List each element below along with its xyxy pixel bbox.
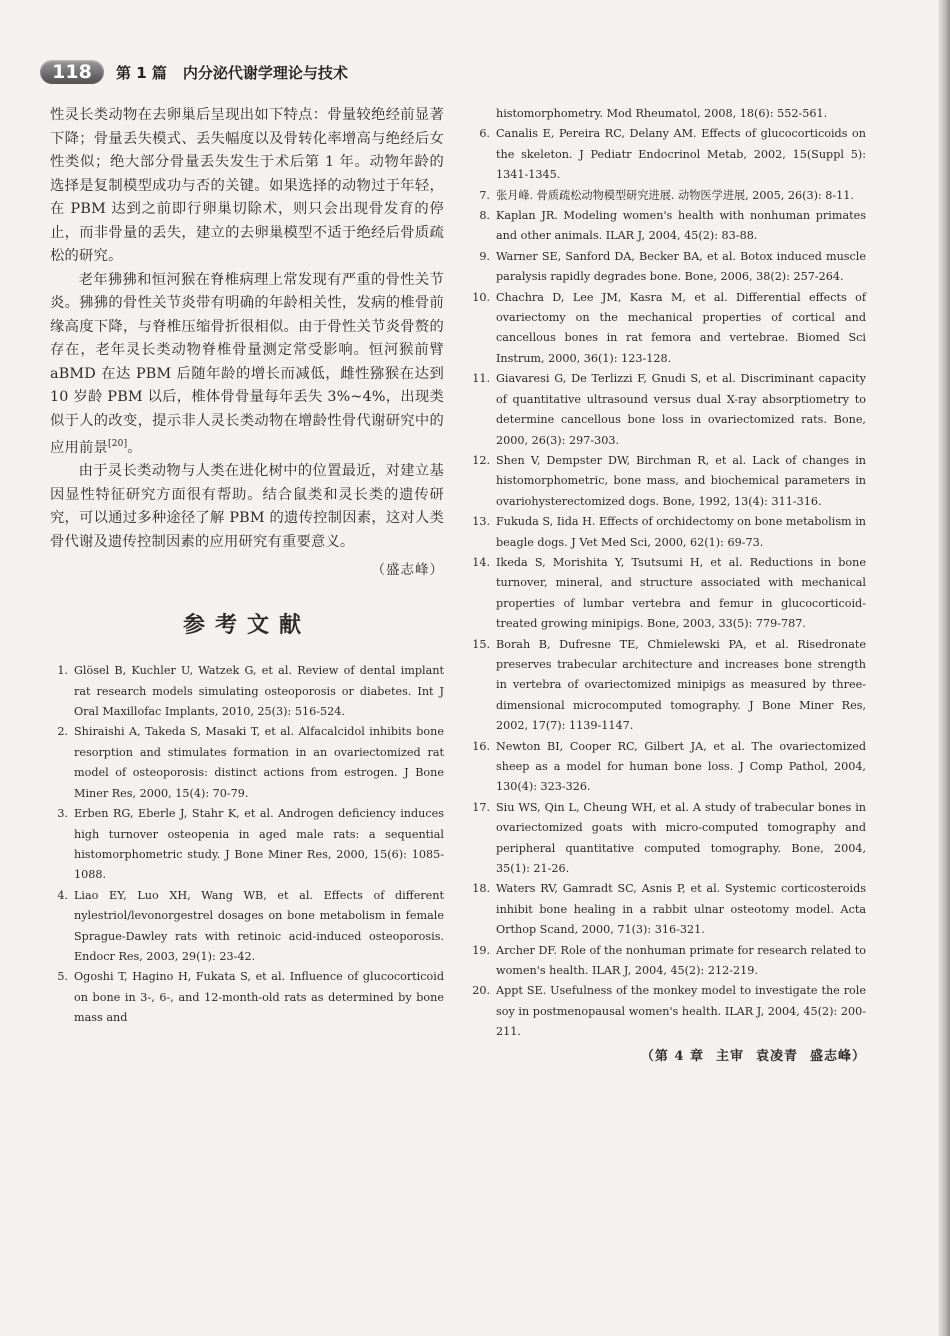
reference-text: Newton BI, Cooper RC, Gilbert JA, et al. The ovariectomized sheep as a model for human bone loss. J Comp Pathol, 2004, 130(4): 323-326. [496, 739, 866, 794]
reference-item [50, 886, 444, 968]
reference-item [468, 288, 866, 370]
reference-item [468, 879, 866, 940]
reference-text: Erben RG, Eberle J, Stahr K, et al. Androgen deficiency induces high turnover osteopenia in aged male rats: a sequential histomorphometric study. J Bone Miner Res, 2000, 15(6): 1085-1088. [74, 807, 444, 882]
reference-number: 20. [472, 984, 490, 998]
reference-item [50, 804, 444, 886]
reference-text: Borah B, Dufresne TE, Chmielewski PA, et al. Risedronate preserves trabecular architecture and increases bone strength in vertebra of ovariectomized minipigs as measured by three-dimensional microcomputed tomography. J Bone Miner Res, 2002, 17(7): 1139-1147. [496, 637, 866, 733]
chapter-label: （第 4 章 [640, 1048, 704, 1064]
references-list-left [50, 661, 444, 1028]
part-label: 第 1 篇 [116, 63, 167, 82]
reference-text: 张月峰. 骨质疏松动物模型研究进展. 动物医学进展, 2005, 26(3): 8-11. [496, 188, 854, 202]
reference-number: 9. [479, 249, 490, 263]
reference-item [468, 981, 866, 1042]
reference-number: 13. [472, 515, 490, 529]
reference-text: Shen V, Dempster DW, Birchman R, et al. Lack of changes in histomorphometric, bone mass, and biochemical parameters in ovariohysterectomized dogs. Bone, 1992, 13(4): 311-316. [496, 453, 866, 508]
body-paragraph-2-end: 。 [127, 439, 142, 456]
body-paragraph-2-text: 老年狒狒和恒河猴在脊椎病理上常发现有严重的骨性关节炎。狒狒的骨性关节炎带有明确的年龄相关性，发病的椎骨前缘高度下降，与脊椎压缩骨折很相似。由于骨性关节炎骨赘的存在，老年灵长类动物脊椎骨量测定常受影响。恒河猴前臂 aBMD 在达 PBM 后随年龄的增长而减低，雌性猕猴在达到 10 岁龄 PBM 以后，椎体骨骨量每年丢失 3%~4%，出现类似于人的改变，提示非人灵长类动物在增龄性骨代谢研究中的应用前景 [50, 271, 444, 456]
reference-number: 6. [479, 127, 490, 141]
reference-number: 7. [479, 188, 490, 202]
reference-item [468, 247, 866, 288]
reference-text: Kaplan JR. Modeling women's health with nonhuman primates and other animals. ILAR J, 2004, 45(2): 83-88. [496, 209, 866, 243]
reviewer-role: 主审 [715, 1048, 744, 1064]
reference-text: Ikeda S, Morishita Y, Tsutsumi H, et al. Reductions in bone turnover, mineral, and structure associated with mechanical properties of lumbar vertebra and femur in glucocorticoid-treated growing minipigs. Bone, 2003, 33(5): 779-787. [496, 555, 866, 631]
reference-text: Glösel B, Kuchler U, Watzek G, et al. Review of dental implant rat research models simulating osteoporosis or diabetes. Int J Oral Maxillofac Implants, 2010, 25(3): 516-524. [74, 664, 444, 719]
reference-item [468, 635, 866, 737]
page-number-badge: 118 [40, 60, 104, 84]
reference-item [468, 206, 866, 247]
reference-number: 5. [57, 970, 68, 984]
reference-item [50, 661, 444, 722]
citation-20: [20] [108, 439, 128, 449]
reference-item [468, 451, 866, 512]
reference-text: Archer DF. Role of the nonhuman primate for research related to women's health. ILAR J, 2004, 45(2): 212-219. [496, 943, 866, 978]
reference-text: Ogoshi T, Hagino H, Fukata S, et al. Influence of glucocorticoid on bone in 3-, 6-, and 12-month-old rats as determined by bone mass and [74, 970, 444, 1025]
reference-number: 11. [472, 372, 490, 386]
body-paragraph-3: 由于灵长类动物与人类在进化树中的位置最近，对建立基因显性特征研究方面很有帮助。结合鼠类和灵长类的遗传研究，可以通过多种途径了解 PBM 的遗传控制因素，这对人类骨代谢及遗传控制因素的应用研究有重要意义。 [50, 463, 444, 550]
reference-number: 1. [57, 664, 68, 678]
reference-item [50, 967, 444, 1028]
reference-number: 12. [472, 453, 490, 467]
reference-text: Liao EY, Luo XH, Wang WB, et al. Effects of different nylestriol/levonorgestrel dosages on bone metabolism in female Sprague-Dawley rats with retinoic acid-induced osteoporosis. Endocr Res, 2003, 29(1): 23-42. [74, 888, 444, 963]
left-column [50, 104, 444, 1029]
right-column [468, 104, 866, 1064]
page-edge-shadow [938, 0, 950, 1336]
reference-number: 2. [57, 725, 68, 739]
reference-text: Shiraishi A, Takeda S, Masaki T, et al. Alfacalcidol inhibits bone resorption and stimulates formation in an ovariectomized rat model of osteoporosis: distinct actions from estrogen. J Bone Miner Res, 2000, 15(4): 70-79. [74, 725, 444, 800]
references-heading: 参考文献 [182, 613, 311, 639]
reference-number: 18. [472, 882, 490, 896]
reference-number: 15. [472, 637, 490, 651]
reference-item [468, 553, 866, 635]
reviewer-2: 盛志峰） [809, 1048, 866, 1064]
reference-text: Giavaresi G, De Terlizzi F, Gnudi S, et al. Discriminant capacity of quantitative ultrasound versus dual X-ray absorptiometry to determine cancellous bone loss in ovariectomized rats. Bone, 2000, 26(3): 297-303. [496, 372, 866, 447]
reference-text: Chachra D, Lee JM, Kasra M, et al. Differential effects of ovariectomy on the mechanical properties of cortical and cancellous bones in rat femora and vertebrae. Biomed Sci Instrum, 2000, 36(1): 123-128. [496, 290, 866, 365]
reference-text: Warner SE, Sanford DA, Becker BA, et al. Botox induced muscle paralysis rapidly degrades bone. Bone, 2006, 38(2): 257-264. [496, 249, 866, 284]
reference-number: 14. [472, 555, 490, 569]
reference-item [468, 941, 866, 982]
reference-5-continuation: histomorphometry. Mod Rheumatol, 2008, 18(6): 552-561. [496, 107, 828, 120]
page-header [40, 58, 480, 86]
reference-item [468, 798, 866, 880]
reference-text: Siu WS, Qin L, Cheung WH, et al. A study of trabecular bones in ovariectomized goats with micro-computed tomography and peripheral quantitative computed tomography. Bone, 2004, 35(1): 21-26. [496, 800, 866, 876]
reference-item [50, 722, 444, 804]
section-author: （盛志峰） [371, 562, 444, 579]
reference-text: Waters RV, Gamradt SC, Asnis P, et al. Systemic corticosteroids inhibit bone healing in a rabbit ulnar osteotomy model. Acta Orthop Scand, 2000, 71(3): 316-321. [496, 882, 866, 937]
reference-number: 4. [57, 888, 68, 902]
reference-text: Canalis E, Pereira RC, Delany AM. Effects of glucocorticoids on the skeleton. J Pediatr Endocrinol Metab, 2002, 15(Suppl 5): 1341-1345. [496, 127, 866, 182]
reference-text: Fukuda S, Iida H. Effects of orchidectomy on bone metabolism in beagle dogs. J Vet Med Sci, 2000, 62(1): 69-73. [496, 515, 867, 549]
reference-item [468, 512, 866, 553]
references-list-right [468, 124, 866, 1042]
reference-number: 16. [472, 739, 490, 753]
reference-number: 19. [472, 943, 490, 957]
body-paragraph-1: 性灵长类动物在去卵巢后呈现出如下特点：骨量较绝经前显著下降；骨量丢失模式、丢失幅度以及骨转化率增高与绝经后女性类似；绝大部分骨量丢失发生于术后第 1 年。动物年龄的选择是复制模型成功与否的关键。如果选择的动物过于年轻，在 PBM 达到之前即行卵巢切除术，则只会出现骨发育的停止，而非骨量的丢失，建立的去卵巢模型不适于绝经后骨质疏松的研究。 [50, 107, 444, 264]
reference-text: Appt SE. Usefulness of the monkey model to investigate the role soy in postmenopausal women's health. ILAR J, 2004, 45(2): 200-211. [496, 984, 866, 1039]
reference-number: 10. [472, 290, 490, 304]
body-paragraph-2 [50, 269, 444, 461]
reference-item [468, 124, 866, 185]
part-title: 内分泌代谢学理论与技术 [182, 63, 348, 82]
reference-item [468, 737, 866, 798]
chapter-signature [468, 1045, 866, 1064]
reference-number: 8. [479, 209, 490, 223]
reviewer-1: 袁凌青 [755, 1048, 798, 1064]
reference-number: 17. [472, 800, 490, 814]
reference-item [468, 369, 866, 451]
reference-number: 3. [57, 807, 68, 821]
reference-item [468, 186, 866, 206]
